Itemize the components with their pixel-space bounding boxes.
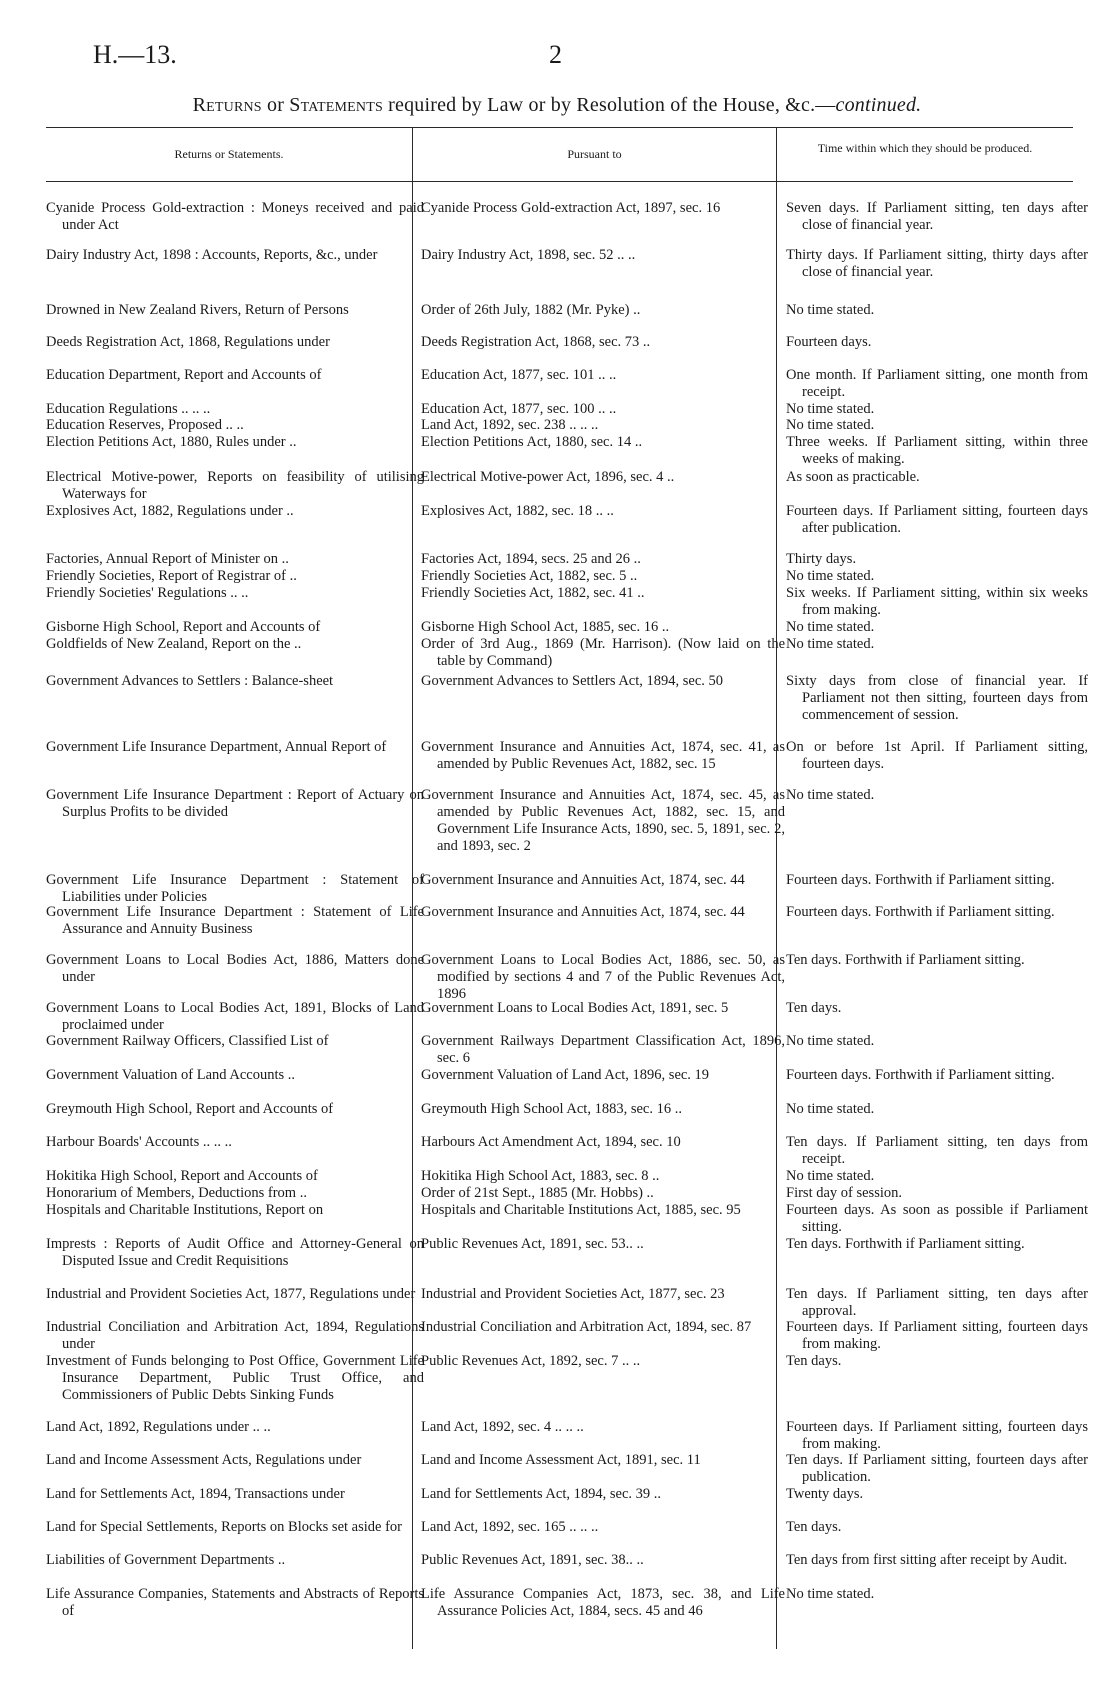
row-17-return: Government Life Insurance Department, Annual Report of: [46, 739, 387, 755]
row-22-time: Ten days.: [786, 1000, 842, 1016]
row-6-time: No time stated.: [786, 401, 875, 417]
header-bottom-rule: [46, 181, 1073, 182]
column-header-returns: Returns or Statements.: [174, 147, 284, 161]
row-27-return: Hokitika High School, Report and Accounts of: [46, 1168, 318, 1184]
row-36-return: Land for Settlements Act, 1894, Transactions under: [46, 1486, 345, 1502]
row-9-pursuant: Electrical Motive-power Act, 1896, sec. 4 ..: [421, 469, 675, 485]
row-12-pursuant: Friendly Societies Act, 1882, sec. 5 ..: [421, 568, 638, 584]
row-3-time: No time stated.: [786, 302, 875, 318]
row-25-time: No time stated.: [786, 1101, 875, 1117]
title-continued: continued.: [835, 94, 922, 116]
row-26-return: Harbour Boards' Accounts .. .. ..: [46, 1134, 232, 1150]
row-6-return: Education Regulations .. .. ..: [46, 401, 211, 417]
row-30-time: Ten days. Forthwith if Parliament sitting.: [786, 1236, 1025, 1252]
row-27-pursuant: Hokitika High School Act, 1883, sec. 8 ..: [421, 1168, 660, 1184]
table-top-rule: [46, 127, 1073, 128]
row-33-return: Investment of Funds belonging to Post Office, Government Life Insurance Department, Public Trust Office, and Commissioners of Public Debts Sinking Funds: [46, 1353, 424, 1403]
row-20-time: Fourteen days. Forthwith if Parliament sitting.: [786, 904, 1055, 920]
row-38-time: Ten days from first sitting after receipt by Audit.: [786, 1552, 1068, 1568]
row-37-return: Land for Special Settlements, Reports on Blocks set aside for: [46, 1519, 402, 1535]
row-13-return: Friendly Societies' Regulations .. ..: [46, 585, 249, 601]
row-25-pursuant: Greymouth High School Act, 1883, sec. 16 ..: [421, 1101, 682, 1117]
page-number: 2: [549, 40, 562, 69]
row-10-time: Fourteen days. If Parliament sitting, fourteen days after publication.: [786, 503, 1088, 536]
row-11-time: Thirty days.: [786, 551, 857, 567]
row-38-return: Liabilities of Government Departments ..: [46, 1552, 286, 1568]
row-7-pursuant: Land Act, 1892, sec. 238 .. .. ..: [421, 417, 599, 433]
row-29-time: Fourteen days. As soon as possible if Parliament sitting.: [786, 1202, 1088, 1235]
row-18-pursuant: Government Insurance and Annuities Act, 1874, sec. 45, as amended by Public Revenues Act, 1882, sec. 15, and Government Life Insurance Acts, 1890, sec. 5, 1891, sec. 2, and 1893, sec. 2: [421, 787, 785, 854]
row-31-return: Industrial and Provident Societies Act, 1877, Regulations under: [46, 1286, 416, 1302]
row-9-time: As soon as practicable.: [786, 469, 920, 485]
page-title: [0, 94, 1114, 117]
row-7-time: No time stated.: [786, 417, 875, 433]
row-4-time: Fourteen days.: [786, 334, 872, 350]
row-32-pursuant: Industrial Conciliation and Arbitration Act, 1894, sec. 87: [421, 1319, 752, 1335]
row-14-return: Gisborne High School, Report and Accounts of: [46, 619, 321, 635]
row-12-return: Friendly Societies, Report of Registrar of ..: [46, 568, 297, 584]
row-39-pursuant: Life Assurance Companies Act, 1873, sec. 38, and Life Assurance Policies Act, 1884, secs. 45 and 46: [421, 1586, 785, 1619]
row-9-return: Electrical Motive-power, Reports on feasibility of utilising Waterways for: [46, 469, 424, 502]
row-2-pursuant: Dairy Industry Act, 1898, sec. 52 .. ..: [421, 247, 636, 263]
row-20-return: Government Life Insurance Department : Statement of Life Assurance and Annuity Business: [46, 904, 424, 937]
row-34-time: Fourteen days. If Parliament sitting, fourteen days from making.: [786, 1419, 1088, 1452]
row-19-return: Government Life Insurance Department : Statement of Liabilities under Policies: [46, 872, 424, 905]
row-29-pursuant: Hospitals and Charitable Institutions Act, 1885, sec. 95: [421, 1202, 741, 1218]
row-13-pursuant: Friendly Societies Act, 1882, sec. 41 ..: [421, 585, 645, 601]
row-30-pursuant: Public Revenues Act, 1891, sec. 53.. ..: [421, 1236, 644, 1252]
row-31-time: Ten days. If Parliament sitting, ten days after approval.: [786, 1286, 1088, 1319]
row-28-pursuant: Order of 21st Sept., 1885 (Mr. Hobbs) ..: [421, 1185, 654, 1201]
row-24-time: Fourteen days. Forthwith if Parliament sitting.: [786, 1067, 1055, 1083]
row-27-time: No time stated.: [786, 1168, 875, 1184]
row-24-return: Government Valuation of Land Accounts ..: [46, 1067, 295, 1083]
title-statements: Statements: [289, 94, 383, 116]
row-21-pursuant: Government Loans to Local Bodies Act, 1886, sec. 50, as modified by sections 4 and 7 of the Public Revenues Act, 1896: [421, 952, 785, 1002]
title-rest: required by Law or by Resolution of the House, &c.—: [388, 94, 836, 116]
row-26-time: Ten days. If Parliament sitting, ten days from receipt.: [786, 1134, 1088, 1167]
row-5-time: One month. If Parliament sitting, one month from receipt.: [786, 367, 1088, 400]
row-14-time: No time stated.: [786, 619, 875, 635]
row-16-pursuant: Government Advances to Settlers Act, 1894, sec. 50: [421, 673, 724, 689]
title-or: or: [267, 94, 285, 116]
row-23-return: Government Railway Officers, Classified List of: [46, 1033, 329, 1049]
row-2-time: Thirty days. If Parliament sitting, thirty days after close of financial year.: [786, 247, 1088, 280]
row-13-time: Six weeks. If Parliament sitting, within six weeks from making.: [786, 585, 1088, 618]
row-25-return: Greymouth High School, Report and Accounts of: [46, 1101, 334, 1117]
row-34-return: Land Act, 1892, Regulations under .. ..: [46, 1419, 271, 1435]
column-header-time: Time within which they should be produced.: [817, 141, 1033, 155]
row-23-pursuant: Government Railways Department Classification Act, 1896, sec. 6: [421, 1033, 785, 1066]
row-37-time: Ten days.: [786, 1519, 842, 1535]
row-19-pursuant: Government Insurance and Annuities Act, 1874, sec. 44: [421, 872, 745, 888]
row-17-time: On or before 1st April. If Parliament sitting, fourteen days.: [786, 739, 1088, 772]
row-21-time: Ten days. Forthwith if Parliament sitting.: [786, 952, 1025, 968]
row-33-time: Ten days.: [786, 1353, 842, 1369]
column-header-pursuant: Pursuant to: [567, 147, 622, 161]
row-17-pursuant: Government Insurance and Annuities Act, 1874, sec. 41, as amended by Public Revenues Act, 1882, sec. 15: [421, 739, 785, 772]
row-29-return: Hospitals and Charitable Institutions, Report on: [46, 1202, 324, 1218]
title-returns: Returns: [192, 94, 262, 116]
row-35-return: Land and Income Assessment Acts, Regulations under: [46, 1452, 362, 1468]
row-10-return: Explosives Act, 1882, Regulations under ..: [46, 503, 294, 519]
row-21-return: Government Loans to Local Bodies Act, 1886, Matters done under: [46, 952, 424, 985]
row-1-pursuant: Cyanide Process Gold-extraction Act, 1897, sec. 16: [421, 200, 721, 216]
document-reference: H.—13.: [93, 40, 177, 69]
row-18-time: No time stated.: [786, 787, 875, 803]
row-33-pursuant: Public Revenues Act, 1892, sec. 7 .. ..: [421, 1353, 641, 1369]
row-22-return: Government Loans to Local Bodies Act, 1891, Blocks of Land proclaimed under: [46, 1000, 424, 1033]
row-1-return: Cyanide Process Gold-extraction : Moneys received and paid under Act: [46, 200, 424, 233]
row-11-pursuant: Factories Act, 1894, secs. 25 and 26 ..: [421, 551, 641, 567]
row-18-return: Government Life Insurance Department : Report of Actuary on Surplus Profits to be divided: [46, 787, 424, 820]
row-15-time: No time stated.: [786, 636, 875, 652]
row-8-return: Election Petitions Act, 1880, Rules under ..: [46, 434, 297, 450]
row-36-pursuant: Land for Settlements Act, 1894, sec. 39 ..: [421, 1486, 662, 1502]
row-15-pursuant: Order of 3rd Aug., 1869 (Mr. Harrison). (Now laid on the table by Command): [421, 636, 785, 669]
row-37-pursuant: Land Act, 1892, sec. 165 .. .. ..: [421, 1519, 599, 1535]
row-10-pursuant: Explosives Act, 1882, sec. 18 .. ..: [421, 503, 614, 519]
row-31-pursuant: Industrial and Provident Societies Act, 1877, sec. 23: [421, 1286, 725, 1302]
row-8-time: Three weeks. If Parliament sitting, within three weeks of making.: [786, 434, 1088, 467]
row-36-time: Twenty days.: [786, 1486, 864, 1502]
row-24-pursuant: Government Valuation of Land Act, 1896, sec. 19: [421, 1067, 710, 1083]
row-19-time: Fourteen days. Forthwith if Parliament sitting.: [786, 872, 1055, 888]
row-5-pursuant: Education Act, 1877, sec. 101 .. ..: [421, 367, 617, 383]
row-14-pursuant: Gisborne High School Act, 1885, sec. 16 ..: [421, 619, 670, 635]
row-3-return: Drowned in New Zealand Rivers, Return of Persons: [46, 302, 349, 318]
row-4-return: Deeds Registration Act, 1868, Regulations under: [46, 334, 330, 350]
row-16-time: Sixty days from close of financial year. If Parliament not then sitting, fourteen days from commencement of session.: [786, 673, 1088, 723]
row-34-pursuant: Land Act, 1892, sec. 4 .. .. ..: [421, 1419, 584, 1435]
row-23-time: No time stated.: [786, 1033, 875, 1049]
row-30-return: Imprests : Reports of Audit Office and Attorney-General on Disputed Issue and Credit Requisitions: [46, 1236, 424, 1269]
row-6-pursuant: Education Act, 1877, sec. 100 .. ..: [421, 401, 617, 417]
row-12-time: No time stated.: [786, 568, 875, 584]
row-32-time: Fourteen days. If Parliament sitting, fourteen days from making.: [786, 1319, 1088, 1352]
row-2-return: Dairy Industry Act, 1898 : Accounts, Reports, &c., under: [46, 247, 378, 263]
row-28-time: First day of session.: [786, 1185, 902, 1201]
row-1-time: Seven days. If Parliament sitting, ten days after close of financial year.: [786, 200, 1088, 233]
row-5-return: Education Department, Report and Accounts of: [46, 367, 322, 383]
row-11-return: Factories, Annual Report of Minister on ..: [46, 551, 289, 567]
row-22-pursuant: Government Loans to Local Bodies Act, 1891, sec. 5: [421, 1000, 729, 1016]
row-20-pursuant: Government Insurance and Annuities Act, 1874, sec. 44: [421, 904, 745, 920]
row-39-return: Life Assurance Companies, Statements and Abstracts of Reports of: [46, 1586, 424, 1619]
row-8-pursuant: Election Petitions Act, 1880, sec. 14 ..: [421, 434, 643, 450]
row-15-return: Goldfields of New Zealand, Report on the ..: [46, 636, 302, 652]
row-26-pursuant: Harbours Act Amendment Act, 1894, sec. 10: [421, 1134, 681, 1150]
row-7-return: Education Reserves, Proposed .. ..: [46, 417, 244, 433]
row-32-return: Industrial Conciliation and Arbitration Act, 1894, Regulations under: [46, 1319, 424, 1352]
row-35-pursuant: Land and Income Assessment Act, 1891, sec. 11: [421, 1452, 701, 1468]
row-16-return: Government Advances to Settlers : Balance-sheet: [46, 673, 334, 689]
row-35-time: Ten days. If Parliament sitting, fourteen days after publication.: [786, 1452, 1088, 1485]
row-38-pursuant: Public Revenues Act, 1891, sec. 38.. ..: [421, 1552, 644, 1568]
row-4-pursuant: Deeds Registration Act, 1868, sec. 73 ..: [421, 334, 651, 350]
row-3-pursuant: Order of 26th July, 1882 (Mr. Pyke) ..: [421, 302, 641, 318]
row-28-return: Honorarium of Members, Deductions from ..: [46, 1185, 307, 1201]
row-39-time: No time stated.: [786, 1586, 875, 1602]
